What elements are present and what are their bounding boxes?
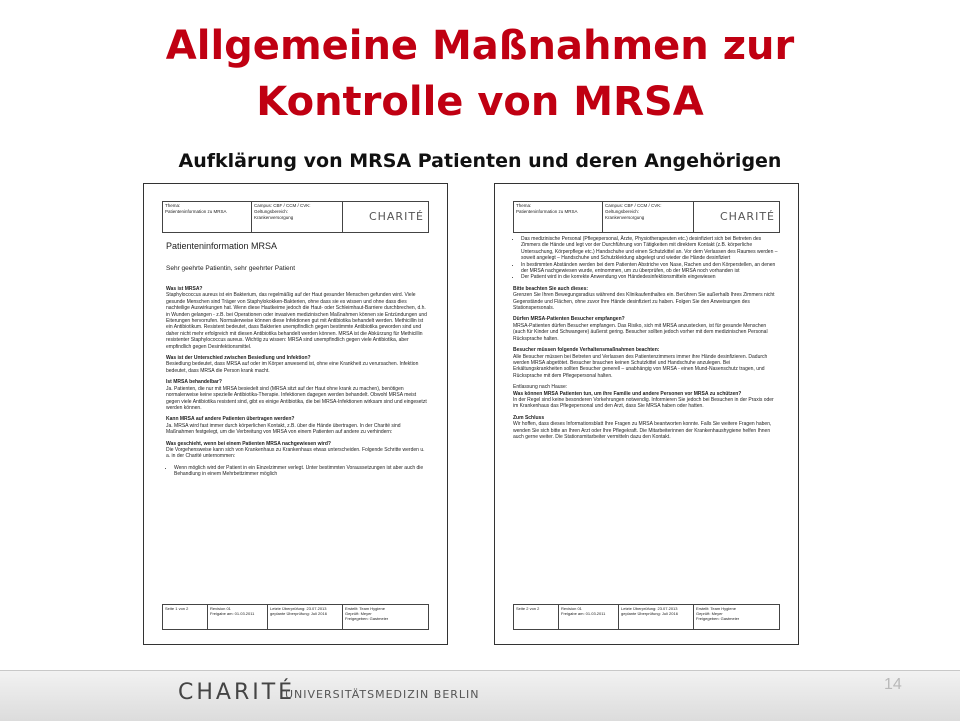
list-item: • Der Patient wird in die korrekte Anwendung von Händedesinfektionsmitteln eingewiesen [521, 274, 780, 280]
thema-label: Thema: [516, 203, 532, 208]
section: Ist MRSA behandelbar? Ja. Patienten, die nur mit MRSA besiedelt sind (MRSA sitzt auf der Haut ohne krank zu machen), benötigen normalerweise keine spezielle Antibiotika-Therapie. Infektionen dagegen werden behandelt. Obwohl MRSA meist gegen viele Antibiotika resistent sind, gibt es einige Antibiotika, die bei MRSA-Infektionen wirksam sind und eingesetzt werden können. [166, 379, 427, 411]
thema-value: Patienteninformation zu MRSA [165, 209, 227, 214]
geltung-value: Krankenversorgung [605, 215, 645, 220]
charite-logo: CHARITÉ [368, 210, 424, 223]
list-item: • In bestimmten Abständen werden bei dem Patienten Abstriche von Nase, Rachen und den Körperstellen, an denen der MRSA nachgewiesen wurde, entnommen, um zu überprüfen, ob der MRSA noch vorhanden ist [521, 262, 780, 275]
document-footer: Seite 2 von 2 Revision 01 Freigabe am: 01.03.2011 Letzte Überprüfung: 23.07.2013 geplante Überprüfung: Juli 2016 Erstellt: Team Hygiene Geprüft: Meyer Freigegeben: Gastmeier [513, 604, 780, 630]
section: Dürfen MRSA-Patienten Besucher empfangen? MRSA-Patienten dürfen Besucher empfangen. Das Risiko, sich mit MRSA anzustecken, ist für gesunde Menschen (auch für Kinder und Schwangere) äußerst gering. Besucher sollten jedoch vorher mit dem medizinischen Personal Rücksprache halten. [513, 316, 768, 342]
doc-salutation: Sehr geehrte Patientin, sehr geehrter Patient [166, 265, 295, 272]
page-number: 14 [884, 676, 902, 693]
document-footer: Seite 1 von 2 Revision 01 Freigabe am: 01.03.2011 Letzte Überprüfung: 23.07.2013 geplante Überprüfung: Juli 2016 Erstellt: Team Hygiene Geprüft: Meyer Freigegeben: Gastmeier [162, 604, 429, 630]
section: Was ist der Unterschied zwischen Besiedlung und Infektion? Besiedlung bedeutet, dass MRSA auf oder im Körper anwesend ist, ohne eine Krankheit zu verursachen. Infektion bedeutet, dass MRSA die Person krank macht. [166, 355, 419, 374]
document-body [166, 241, 429, 483]
slide-title [0, 18, 960, 130]
section: Entlassung nach Hause: Was können MRSA Patienten tun, um ihre Familie und andere Personen vor MRSA zu schützen? In der Regel sind keine besonderen Vorkehrungen notwendig. Informieren Sie jedoch bei Besuchen in der Praxis oder im Krankenhaus das Pflegepersonal und den Arzt, dass Sie MRSA haben oder hatten. [513, 384, 774, 410]
document-header [162, 201, 429, 233]
document-header [513, 201, 780, 233]
thema-value: Patienteninformation zu MRSA [516, 209, 578, 214]
list-item: • Wenn möglich wird der Patient in ein Einzelzimmer verlegt. Unter bestimmten Voraussetzungen ist aber auch die Behandlung in einem Mehrbettzimmer möglich [174, 465, 429, 478]
brand-subtitle: UNIVERSITÄTSMEDIZIN BERLIN [285, 688, 480, 701]
slide-title-line2: Kontrolle von MRSA [256, 79, 704, 125]
geltung-label: Geltungsbereich: [254, 209, 289, 214]
document-body [513, 236, 780, 445]
bullet-list [166, 465, 429, 478]
slide-subtitle: Aufklärung von MRSA Patienten und deren Angehörigen [178, 150, 782, 172]
section: Was geschieht, wenn bei einem Patienten MRSA nachgewiesen wird? Die Vorgehensweise kann sich von Krankenhaus zu Krankenhaus etwas unterscheiden. Folgende Schritte werden u. a. in der Charité unternommen: [166, 440, 425, 460]
geltung-label: Geltungsbereich: [605, 209, 640, 214]
section: Zum Schluss Wir hoffen, dass dieses Informationsblatt Ihre Fragen zu MRSA beantworten konnte. Falls Sie weitere Fragen haben, wenden Sie sich bitte an Ihren Arzt oder Ihre Pflegekraft. Die Mitarbeiterinnen der Krankenhaushygiene helfen Ihnen auch gerne weiter. Die Stationsmitarbeiter vermitteln dazu den Kontakt. [513, 414, 772, 440]
section: Was ist MRSA? Staphylococcus aureus ist ein Bakterium, das regelmäßig auf der Haut gesunder Menschen gefunden wird. Viele gesunde Menschen sind Träger von Staphylokokken-Bakterien, ohne dass sie es wissen und ohne dass dies nachteilige Auswirkungen hat. Wenn diese Hautkeime jedoch die Haut- oder Schleimhaut-Barriere durchbrechen, d.h. in Wunden gelangen - z.B. bei Operationen oder invasiven medizinischen Maßnahmen können sie Entzündungen und Eiterungen hervorrufen. Normalerweise können diese Infektionen gut mit Antibiotika behandelt werden. Methicillin ist ein Antibiotikum. Resistent bedeutet, dass Bakterien unempfindlich gegen bestimmte Antibiotika geworden sind und daher nicht mehr erfolgreich mit diesen Antibiotika behandelt werden können. MRSA ist die Abkürzung für Methicillin resistenter Staphylococcus aureus. Wichtig zu wissen: MRSA sind unempfindlich gegen viele Antibiotika, aber empfindlich gegen Desinfektionsmittel. [166, 286, 427, 350]
charite-logo: CHARITÉ [178, 680, 296, 705]
campus-label: Campus: CBF / CCM / CVK: [254, 203, 311, 208]
section: Besucher müssen folgende Verhaltensmaßnahmen beachten: Alle Besucher müssen bei Betreten und Verlassen des Patientenzimmers immer ihre Hände desinfizieren. Dadurch werden MRSA abgetötet. Besucher brauchen keinen Schutzkittel und Handschuhe anzulegen. Bei Erkältungskrankheiten sollten Besucher generell – unabhängig von MRSA - einen Mund-Nasenschutz tragen, und Rücksprache mit dem Pflegepersonal halten. [513, 347, 768, 379]
footer-bar [0, 670, 960, 721]
slide-title-line1: Allgemeine Maßnahmen zur [165, 23, 795, 69]
document-page-1 [143, 183, 448, 645]
bullet-list [513, 236, 780, 281]
charite-logo: CHARITÉ [719, 210, 775, 223]
doc-heading: Patienteninformation MRSA [166, 241, 278, 251]
thema-label: Thema: [165, 203, 181, 208]
section: Kann MRSA auf andere Patienten übertragen werden? Ja. MRSA wird fast immer durch körperlichen Kontakt, z.B. über die Hände übertragen. In der Charité sind Maßnahmen festgelegt, um die Verbreitung von MRSA von einem Patienten auf andere zu verhindern: [166, 416, 401, 436]
list-item: • Das medizinische Personal (Pflegepersonal, Ärzte, Physiotherapeuten etc.) desinfiziert sich bei Betreten des Zimmers die Hände und legt vor der Durchführung von Tätigkeiten mit direktem Kontakt (z.B. körperliche Untersuchung, Körperpflege etc.) Handschuhe und einen Schutzkittel an. Vor dem Verlassen des Raumes werden – soweit angelegt – Handschuhe und Schutzkleidung abgelegt und wieder die Hände desinfiziert [521, 236, 780, 262]
geltung-value: Krankenversorgung [254, 215, 294, 220]
campus-label: Campus: CBF / CCM / CVK: [605, 203, 662, 208]
document-page-2 [494, 183, 799, 645]
section: Bitte beachten Sie auch dieses: Grenzen Sie Ihren Bewegungsradius während des Klinikaufenthaltes ein. Berühren Sie außerhalb Ihres Zimmers nicht Gegenstände und Flächen, ohne zuvor Ihre Hände desinfiziert zu haben. Folgen Sie den Anweisungen des Stationspersonals. [513, 285, 775, 312]
